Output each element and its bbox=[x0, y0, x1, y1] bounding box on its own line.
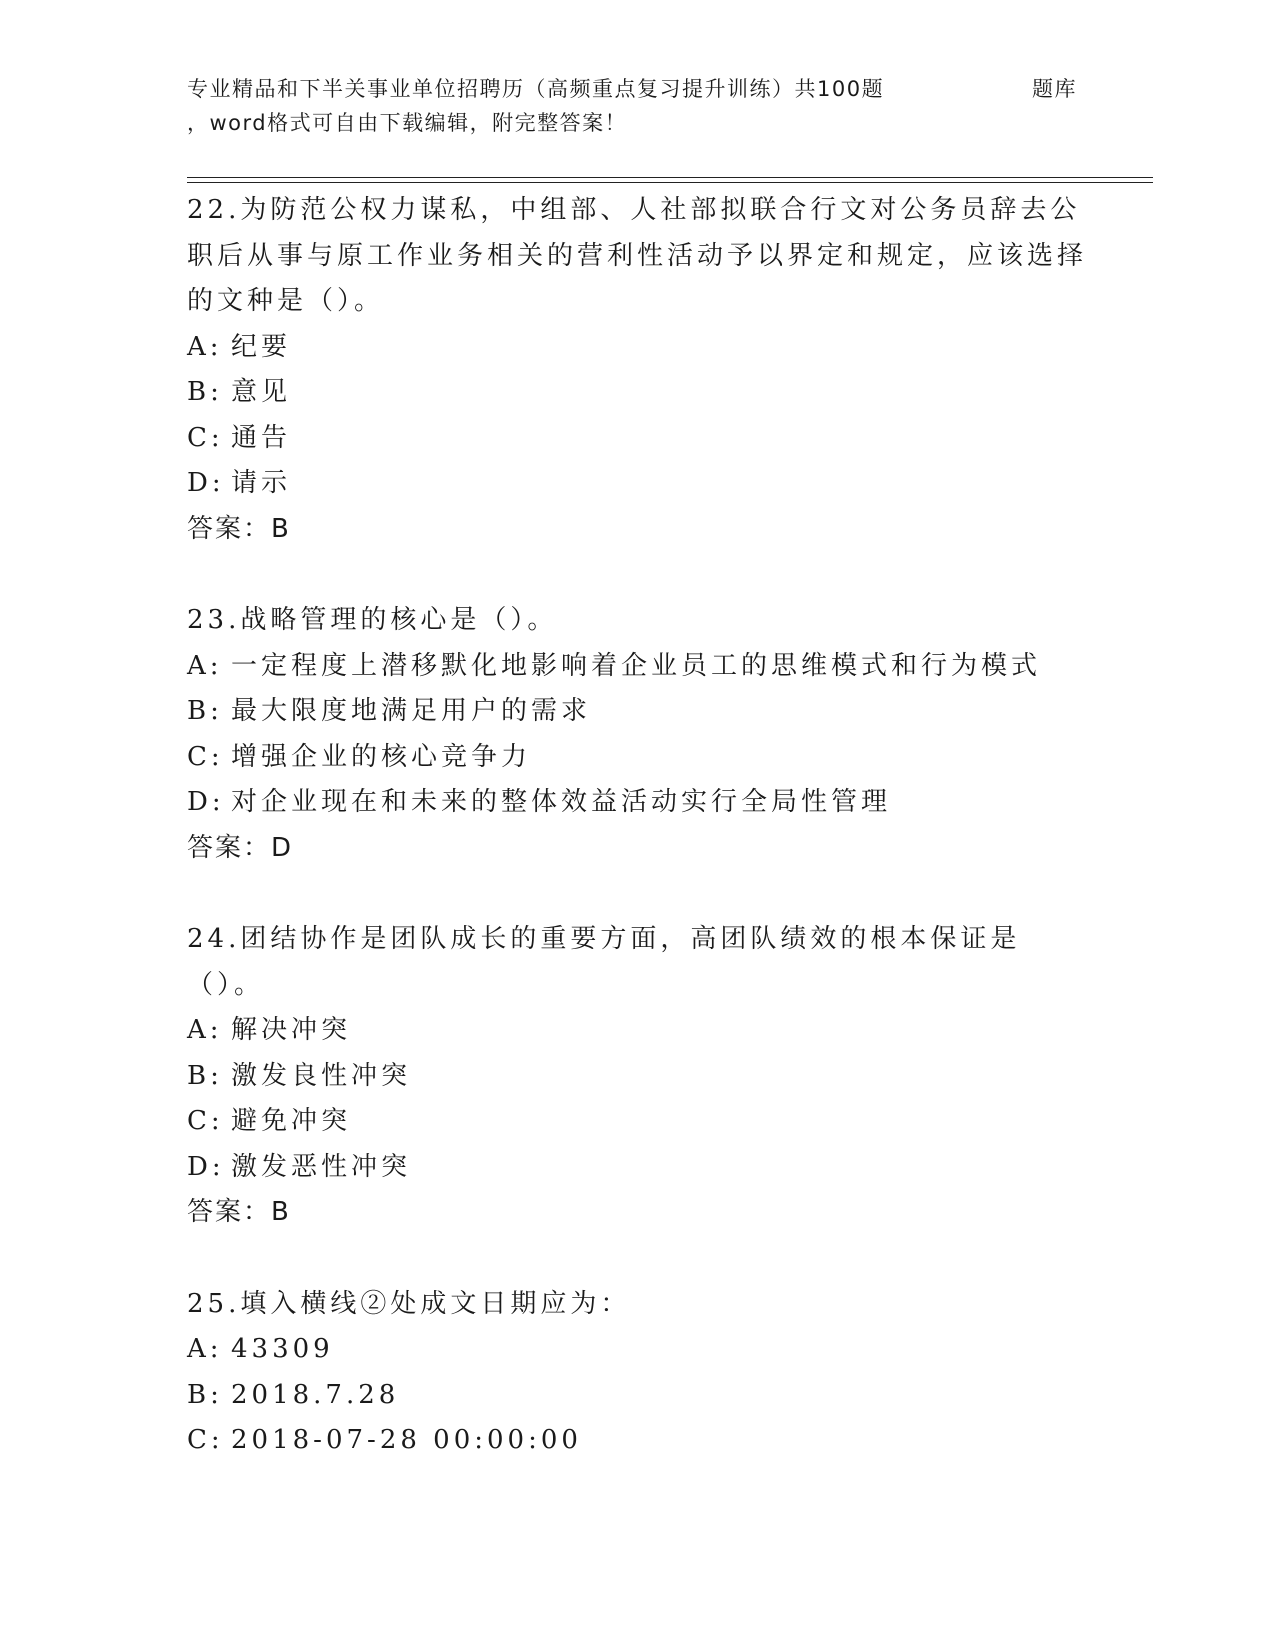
question-item bbox=[187, 188, 1087, 552]
option-letter: A: bbox=[187, 1015, 223, 1045]
option-letter: A: bbox=[187, 650, 223, 681]
option-text: 纪要 bbox=[231, 331, 292, 362]
option-letter: D: bbox=[187, 468, 225, 498]
option-text: 解决冲突 bbox=[231, 1015, 352, 1045]
question-stem: 25.填入横线②处成文日期应为： bbox=[187, 1288, 631, 1319]
question-list bbox=[187, 188, 1087, 1510]
option-a bbox=[187, 1327, 1087, 1373]
option-c bbox=[187, 1099, 1087, 1145]
option-letter: B: bbox=[187, 1060, 223, 1091]
option-text: 激发良性冲突 bbox=[231, 1060, 412, 1091]
option-text: 激发恶性冲突 bbox=[231, 1151, 412, 1182]
option-text: 2018-07-28 00:00:00 bbox=[231, 1425, 582, 1455]
option-letter: C: bbox=[187, 1106, 224, 1136]
option-c bbox=[187, 416, 1087, 462]
option-d bbox=[187, 461, 1087, 507]
question-item bbox=[187, 598, 1087, 871]
header-title-line bbox=[187, 72, 1147, 106]
header-subtitle: ，word格式可自由下载编辑，附完整答案！ bbox=[187, 111, 628, 135]
question-item bbox=[187, 1282, 1087, 1464]
header-divider-top bbox=[187, 177, 1153, 178]
page-header bbox=[187, 72, 1147, 140]
option-text: 增强企业的核心竞争力 bbox=[231, 741, 532, 772]
question-item bbox=[187, 917, 1087, 1236]
option-letter: B: bbox=[187, 377, 223, 407]
option-a bbox=[187, 1008, 1087, 1054]
option-a bbox=[187, 325, 1087, 371]
option-letter: A: bbox=[187, 1334, 223, 1364]
option-b bbox=[187, 689, 1087, 735]
answer-line: 答案：D bbox=[187, 832, 294, 863]
header-divider-bottom bbox=[187, 182, 1153, 183]
question-stem: 22.为防范公权力谋私，中组部、人社部拟联合行文对公务员辞去公职后从事与原工作业务相关的营利性活动予以界定和规定，应该选择的文种是（）。 bbox=[187, 195, 1088, 316]
question-stem: 23.战略管理的核心是（）。 bbox=[187, 605, 558, 635]
option-b bbox=[187, 370, 1087, 416]
header-tag: 题库 bbox=[1032, 77, 1077, 101]
answer-line: 答案：B bbox=[187, 513, 291, 544]
option-text: 2018.7.28 bbox=[231, 1379, 400, 1410]
option-text: 意见 bbox=[231, 377, 292, 407]
question-stem: 24.团结协作是团队成长的重要方面，高团队绩效的根本保证是（）。 bbox=[187, 924, 1021, 1000]
option-letter: C: bbox=[187, 422, 224, 453]
option-c bbox=[187, 735, 1087, 781]
option-a bbox=[187, 644, 1087, 690]
option-letter: C: bbox=[187, 741, 224, 772]
option-text: 通告 bbox=[231, 422, 292, 453]
header-title: 专业精品和下半关事业单位招聘历（高频重点复习提升训练）共100题 bbox=[187, 77, 885, 101]
option-text: 43309 bbox=[231, 1334, 334, 1364]
option-letter: B: bbox=[187, 696, 223, 726]
option-letter: D: bbox=[187, 787, 225, 817]
option-letter: A: bbox=[187, 331, 223, 362]
answer-line: 答案：B bbox=[187, 1197, 291, 1227]
option-letter: D: bbox=[187, 1151, 225, 1182]
option-text: 对企业现在和未来的整体效益活动实行全局性管理 bbox=[231, 787, 892, 817]
option-letter: B: bbox=[187, 1379, 223, 1410]
option-c bbox=[187, 1418, 1087, 1464]
option-text: 请示 bbox=[231, 468, 292, 498]
option-d bbox=[187, 1145, 1087, 1191]
option-d bbox=[187, 780, 1087, 826]
option-b bbox=[187, 1373, 1087, 1419]
option-text: 最大限度地满足用户的需求 bbox=[231, 696, 592, 726]
option-b bbox=[187, 1054, 1087, 1100]
option-text: 避免冲突 bbox=[231, 1106, 352, 1136]
option-text: 一定程度上潜移默化地影响着企业员工的思维模式和行为模式 bbox=[231, 650, 1042, 681]
option-letter: C: bbox=[187, 1425, 224, 1455]
